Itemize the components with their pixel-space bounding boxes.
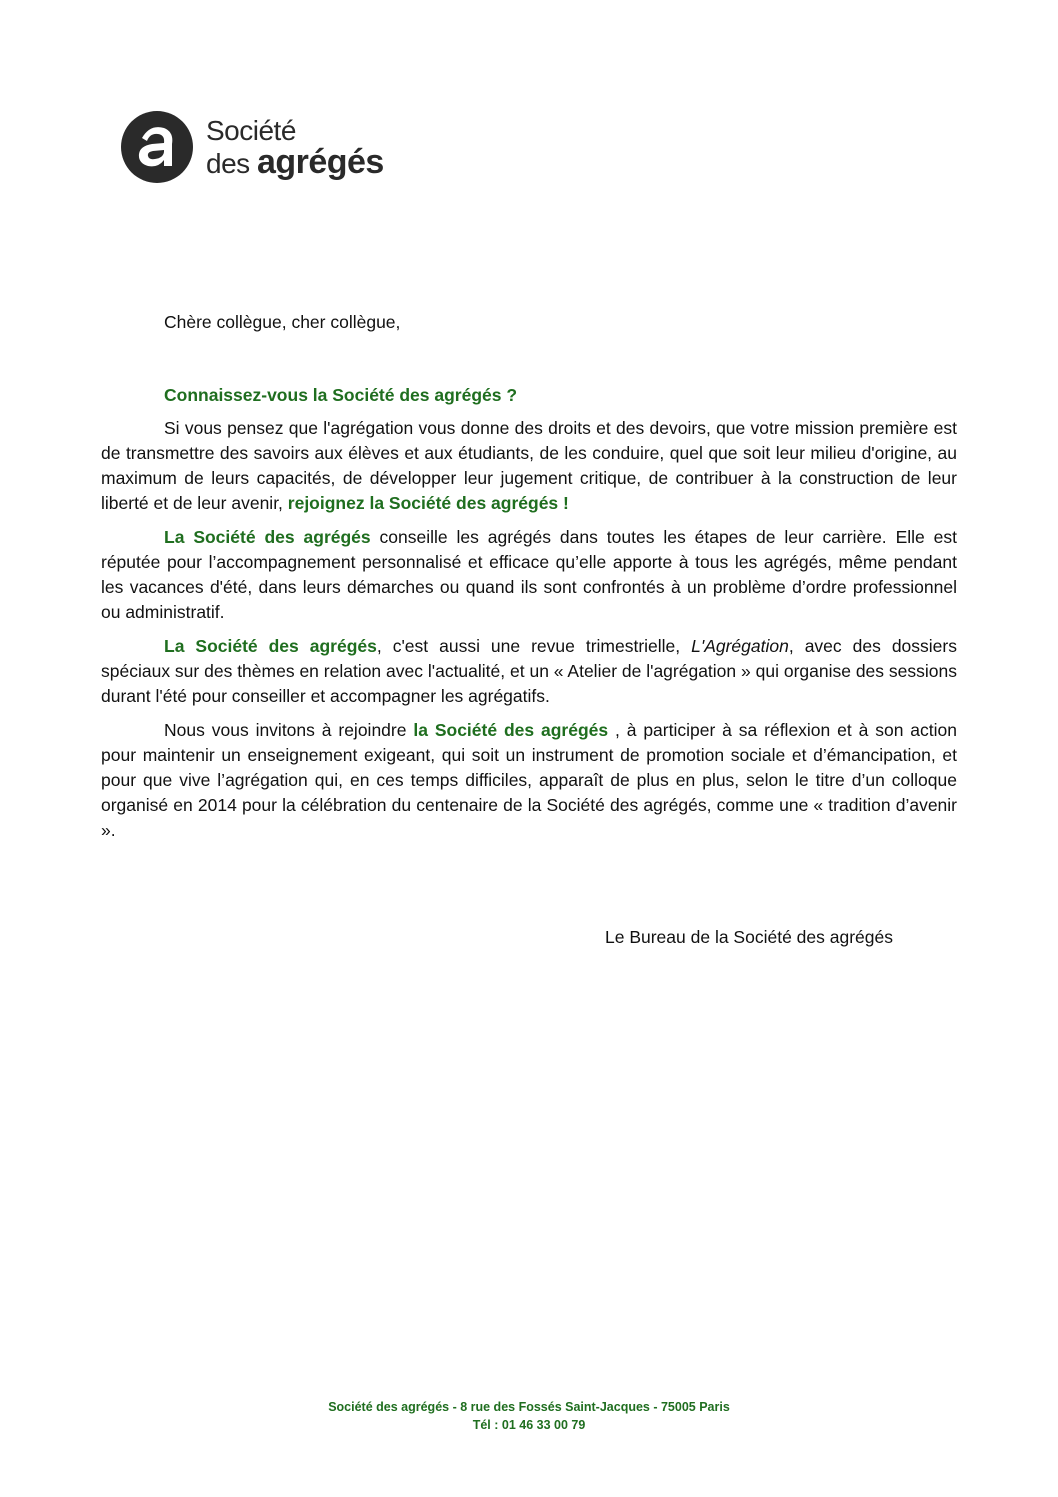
paragraph-2-text: conseille les agrégés dans toutes les étapes de leur carrière. Elle est réputée pour l’accompagnement personnalisé et efficace qu’elle apporte à tous les agrégés, même pendant les vacances d'été, dans leurs démarches ou quand ils sont confrontés à un problème d’ordre professionnel ou administratif. [101,527,957,622]
greeting: Chère collègue, cher collègue, [164,312,401,332]
paragraph-1 [101,416,957,516]
letter-body [101,310,957,852]
footer [0,1398,1058,1434]
paragraph-2-highlight: La Société des agrégés [164,527,371,547]
paragraph-3-text-a: , c'est aussi une revue trimestrielle, [376,636,692,656]
logo [120,110,410,190]
paragraph-4-text-b: , à participer à sa réflexion et à son action pour maintenir un enseignement exigeant, qui soit un instrument de promotion sociale et d’émancipation, et pour que vive l’agrégation qui, en ces temps difficiles, apparaît de plus en plus, selon le titre d’un colloque organisé en 2014 pour la célébration du centenaire de la Société des agrégés, comme une « tradition d’avenir ». [101,720,958,840]
paragraph-1-highlight: rejoignez la Société des agrégés ! [287,493,569,513]
paragraph-4 [101,718,957,843]
footer-phone: Tél : 01 46 33 00 79 [472,1418,586,1432]
paragraph-2 [101,525,957,625]
paragraph-4-text-a: Nous vous invitons à rejoindre [164,720,414,740]
logo-text-agreges: agrégés [256,143,384,181]
paragraph-1-text: Si vous pensez que l'agrégation vous donne des droits et des devoirs, que votre mission première est de transmettre des savoirs aux élèves et aux étudiants, de les conduire, quel que soit leur milieu d'origine, au maximum de leurs capacités, de développer leur jugement critique, de contribuer à la construction de leur liberté et de leur avenir, [101,418,957,513]
paragraph-3-text-b: , avec des dossiers spéciaux sur des thèmes en relation avec l'actualité, et un « Atelier de l'agrégation » qui organise des sessions durant l'été pour conseiller et accompagner les agrégatifs. [101,636,957,706]
paragraph-3-italic: L'Agrégation [691,636,789,656]
footer-address: Société des agrégés - 8 rue des Fossés Saint-Jacques - 75005 Paris [328,1400,730,1414]
logo-text-line1: Société [206,115,296,146]
paragraph-3-highlight: La Société des agrégés [164,636,377,656]
signature: Le Bureau de la Société des agrégés [605,927,893,947]
question-heading: Connaissez-vous la Société des agrégés ? [164,385,518,405]
logo-text-des: des [206,148,257,179]
logo-text-line2 [206,143,384,181]
logo-mark-icon [120,110,194,184]
paragraph-4-highlight: la Société des agrégés [413,720,609,740]
paragraph-3 [101,634,957,709]
